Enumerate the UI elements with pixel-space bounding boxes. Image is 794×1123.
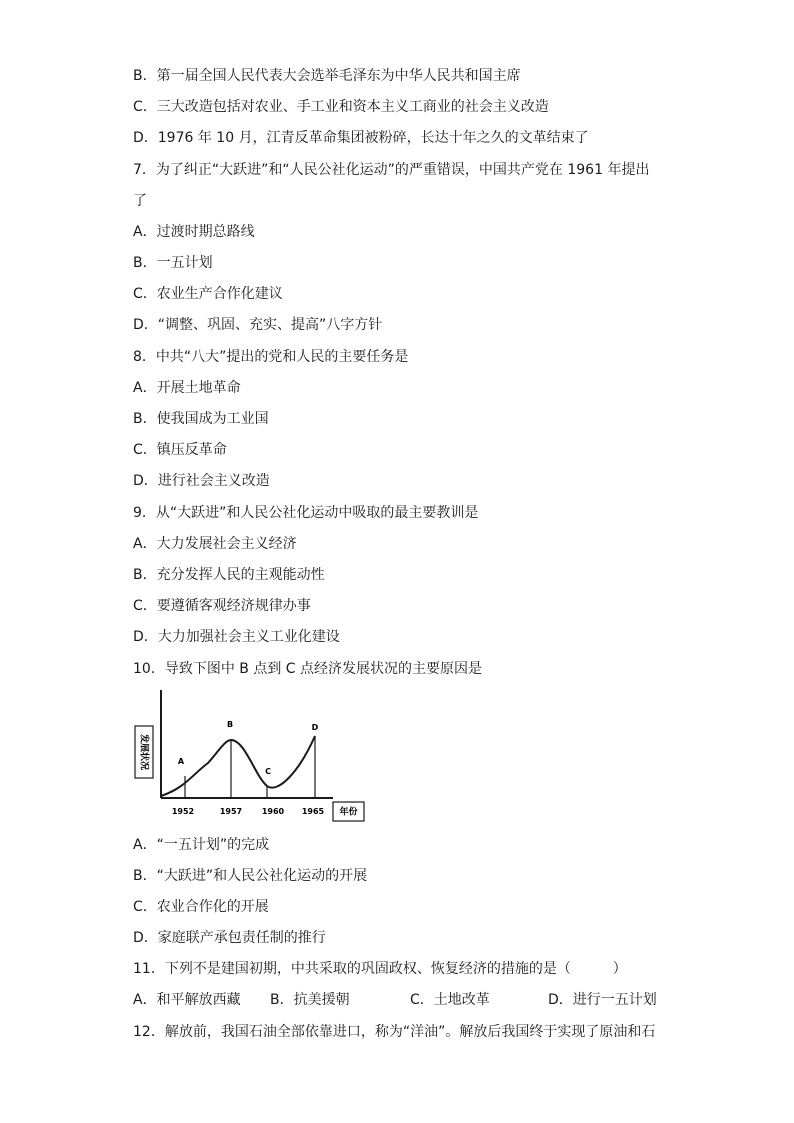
point-label-c: C — [265, 767, 271, 776]
question-9-stem: 9．从“大跃进”和人民公社化运动中吸取的最主要教训是 — [133, 505, 479, 521]
q7-option-b: B．一五计划 — [133, 255, 213, 271]
q8-option-b: B．使我国成为工业国 — [133, 411, 269, 427]
q8-option-d: D．进行社会主义改造 — [133, 473, 270, 489]
q6-option-b: B．第一届全国人民代表大会选举毛泽东为中华人民共和国主席 — [133, 68, 521, 84]
q7-option-a: A．过渡时期总路线 — [133, 224, 255, 240]
q8-option-c: C．镇压反革命 — [133, 442, 227, 458]
q9-option-a: A．大力发展社会主义经济 — [133, 536, 297, 552]
development-curve — [161, 736, 315, 796]
x-tick-1965: 1965 — [301, 807, 325, 816]
x-tick-1957: 1957 — [219, 807, 243, 816]
q11-option-a: A．和平解放西藏 — [133, 992, 241, 1008]
point-label-d: D — [311, 723, 319, 732]
q11-option-b: B．抗美援朝 — [270, 992, 350, 1008]
q11-option-c: C．土地改革 — [410, 992, 490, 1008]
q8-option-a: A．开展土地革命 — [133, 380, 241, 396]
question-10-stem: 10．导致下图中 B 点到 C 点经济发展状况的主要原因是 — [133, 661, 482, 677]
x-tick-1960: 1960 — [261, 807, 285, 816]
q9-option-c: C．要遵循客观经济规律办事 — [133, 598, 311, 614]
q10-option-a: A．“一五计划”的完成 — [133, 837, 270, 853]
question-12-stem: 12．解放前，我国石油全部依靠进口，称为“洋油”。解放后我国终于实现了原油和石 — [133, 1024, 656, 1040]
economy-chart — [133, 688, 373, 828]
point-label-a: A — [177, 757, 185, 766]
q11-options-row — [133, 991, 663, 1009]
q9-option-d: D．大力加强社会主义工业化建设 — [133, 629, 340, 645]
q9-option-b: B．充分发挥人民的主观能动性 — [133, 567, 325, 583]
q7-option-d: D．“调整、巩固、充实、提高”八字方针 — [133, 317, 383, 333]
y-axis-label: 发展状况 — [138, 733, 149, 771]
question-7-stem-cont: 了 — [133, 193, 147, 209]
q6-option-d: D．1976 年 10 月，江青反革命集团被粉碎，长达十年之久的文革结束了 — [133, 130, 589, 146]
x-tick-1952: 1952 — [171, 807, 195, 816]
x-axis-label: 年份 — [339, 807, 358, 818]
q10-option-c: C．农业合作化的开展 — [133, 899, 269, 915]
q6-option-c: C．三大改造包括对农业、手工业和资本主义工商业的社会主义改造 — [133, 99, 549, 115]
q10-option-d: D．家庭联产承包责任制的推行 — [133, 930, 326, 946]
q7-option-c: C．农业生产合作化建议 — [133, 286, 283, 302]
question-8-stem: 8．中共“八大”提出的党和人民的主要任务是 — [133, 349, 409, 365]
q11-option-d: D．进行一五计划 — [548, 992, 657, 1008]
point-label-b: B — [226, 720, 234, 729]
question-7-stem: 7．为了纠正“大跃进”和“人民公社化运动”的严重错误，中国共产党在 1961 年提出 — [133, 162, 650, 178]
question-11-stem: 11．下列不是建国初期，中共采取的巩固政权、恢复经济的措施的是（ ） — [133, 961, 627, 977]
q10-option-b: B．“大跃进”和人民公社化运动的开展 — [133, 868, 368, 884]
